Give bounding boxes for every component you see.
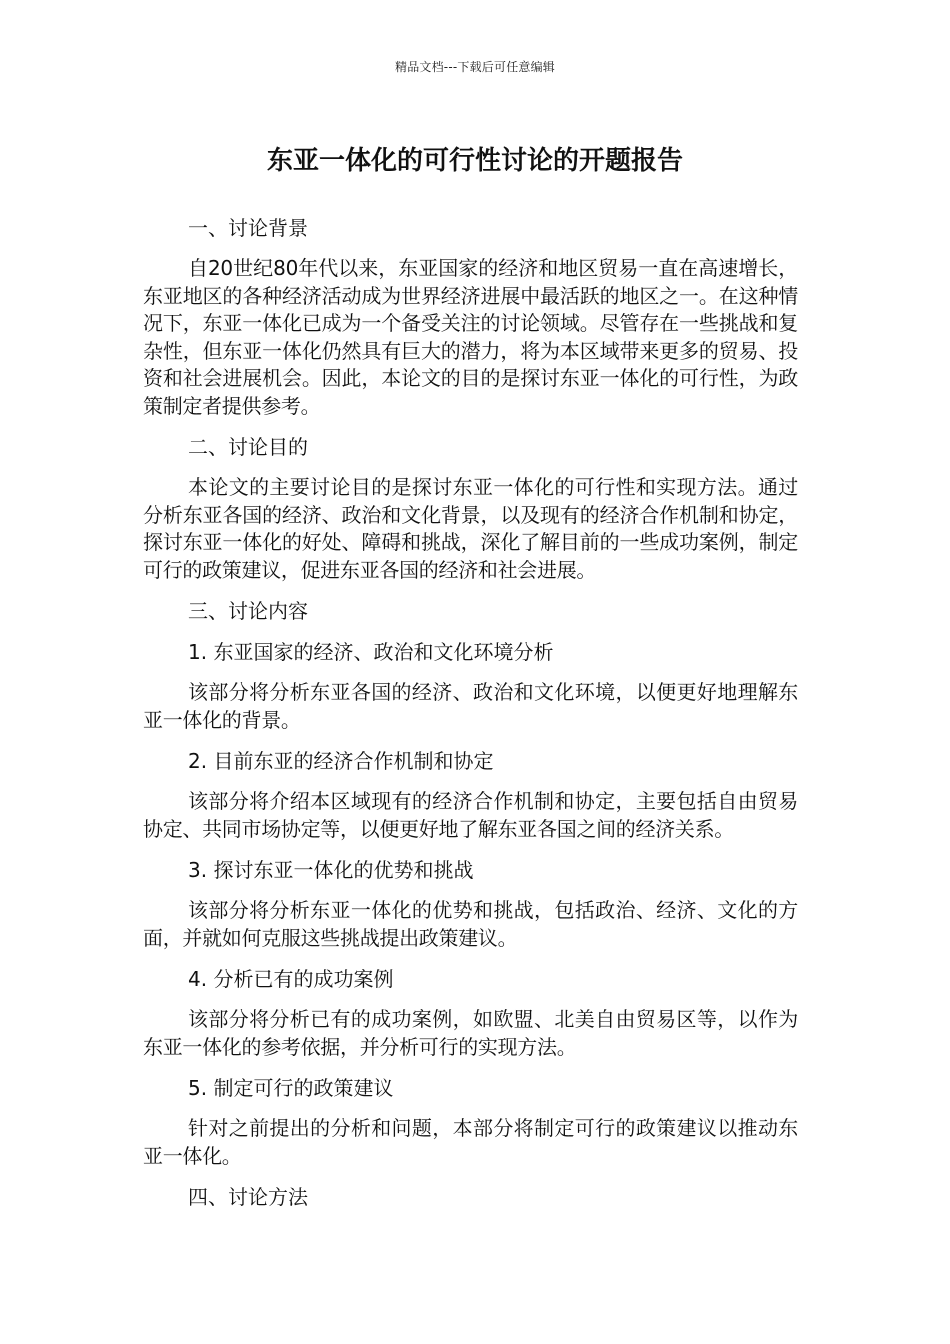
section-heading-purpose: 二、讨论目的	[188, 435, 308, 459]
header-note: 精品文档---下载后可任意编辑	[395, 60, 555, 74]
section-heading-method: 四、讨论方法	[188, 1185, 308, 1209]
section-heading-background: 一、讨论背景	[188, 216, 308, 240]
document-body	[143, 214, 798, 1224]
subsection-heading-1: 1. 东亚国家的经济、政治和文化环境分析	[188, 640, 554, 664]
paragraph-item-1: 该部分将分析东亚各国的经济、政治和文化环境，以便更好地理解东亚一体化的背景。	[143, 680, 798, 732]
subsection-heading-4: 4. 分析已有的成功案例	[188, 967, 394, 991]
page-title: 东亚一体化的可行性讨论的开题报告	[266, 146, 683, 176]
paragraph-purpose: 本论文的主要讨论目的是探讨东亚一体化的可行性和实现方法。通过分析东亚各国的经济、政治和文化背景，以及现有的经济合作机制和协定，探讨东亚一体化的好处、障碍和挑战，深化了解目前的一些成功案例，制定可行的政策建议，促进东亚各国的经济和社会进展。	[143, 475, 798, 582]
paragraph-item-2: 该部分将介绍本区域现有的经济合作机制和协定，主要包括自由贸易协定、共同市场协定等，以便更好地了解东亚各国之间的经济关系。	[143, 789, 798, 841]
subsection-heading-2: 2. 目前东亚的经济合作机制和协定	[188, 749, 494, 773]
paragraph-background: 自20世纪80年代以来，东亚国家的经济和地区贸易一直在高速增长，东亚地区的各种经济活动成为世界经济进展中最活跃的地区之一。在这种情况下，东亚一体化已成为一个备受关注的讨论领域。尽管存在一些挑战和复杂性，但东亚一体化仍然具有巨大的潜力，将为本区域带来更多的贸易、投资和社会进展机会。因此，本论文的目的是探讨东亚一体化的可行性，为政策制定者提供参考。	[143, 256, 798, 418]
subsection-heading-3: 3. 探讨东亚一体化的优势和挑战	[188, 858, 474, 882]
paragraph-item-4: 该部分将分析已有的成功案例，如欧盟、北美自由贸易区等，以作为东亚一体化的参考依据，并分析可行的实现方法。	[143, 1007, 798, 1059]
section-heading-content: 三、讨论内容	[188, 599, 308, 623]
subsection-heading-5: 5. 制定可行的政策建议	[188, 1076, 394, 1100]
paragraph-item-3: 该部分将分析东亚一体化的优势和挑战，包括政治、经济、文化的方面，并就如何克服这些挑战提出政策建议。	[143, 898, 798, 950]
paragraph-item-5: 针对之前提出的分析和问题，本部分将制定可行的政策建议以推动东亚一体化。	[143, 1116, 798, 1168]
